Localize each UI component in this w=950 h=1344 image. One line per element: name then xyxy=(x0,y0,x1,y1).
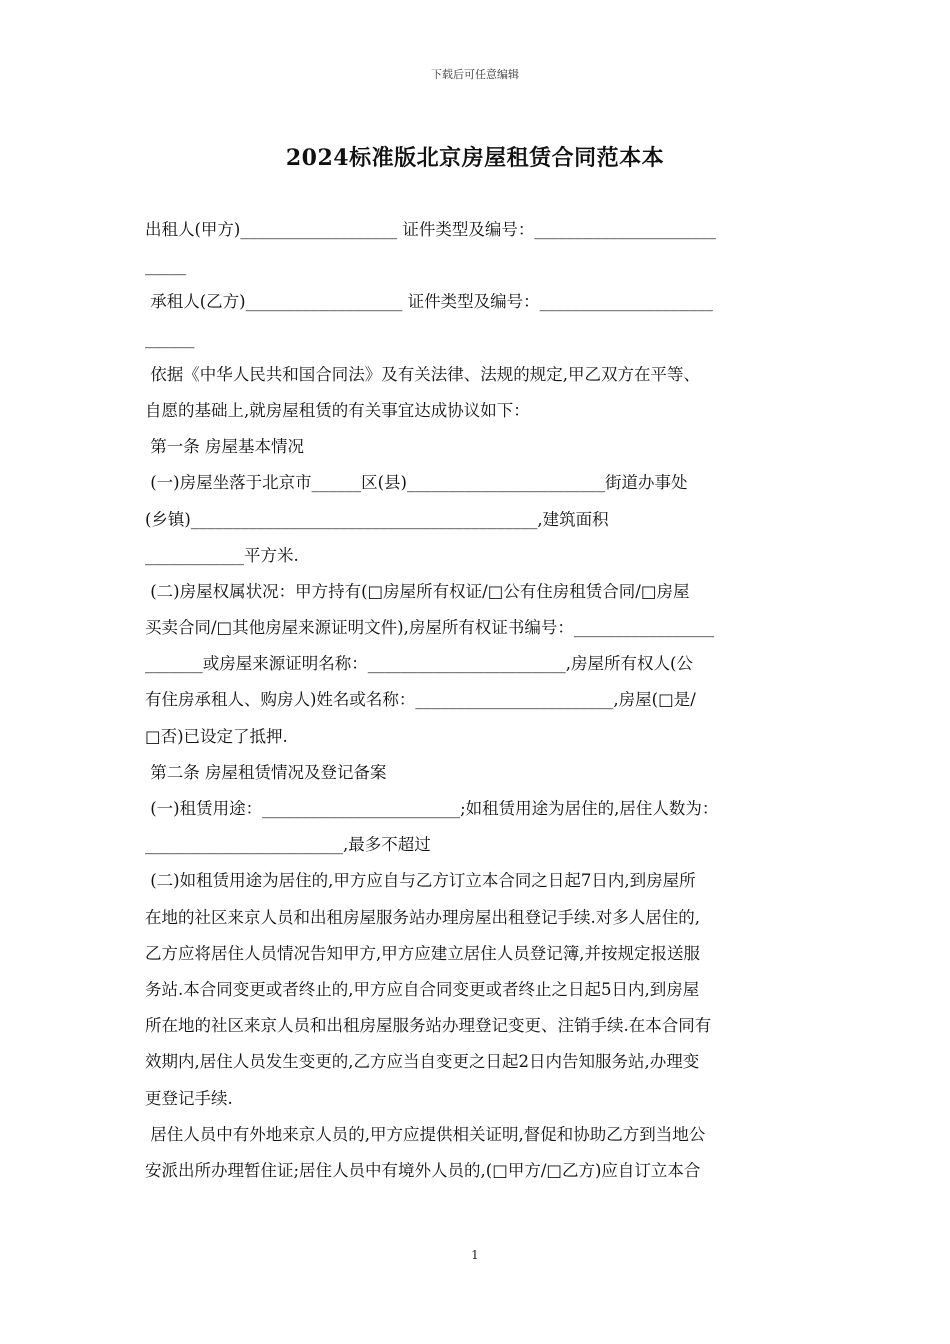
body-line: 买卖合同/□其他房屋来源证明文件),房屋所有权证书编号：_________________ xyxy=(145,618,715,638)
body-line: (二)房屋权属状况：甲方持有(□房屋所有权证/□公有住房租赁合同/□房屋 xyxy=(145,581,690,601)
body-line: ________________________,最多不超过 xyxy=(145,835,431,855)
page-number: 1 xyxy=(471,1248,479,1262)
section-heading: 第二条 房屋租赁情况及登记备案 xyxy=(145,762,387,782)
body-line: (二)如租赁用途为居住的,甲方应自与乙方订立本合同之日起7日内,到房屋所 xyxy=(145,871,696,891)
body-line: 承租人(乙方)___________________ 证件类型及编号：_____________________ xyxy=(145,292,713,312)
body-line: (乡镇)__________________________________________,建筑面积 xyxy=(145,509,609,529)
body-line: 依据《中华人民共和国合同法》及有关法律、法规的规定,甲乙双方在平等、 xyxy=(145,364,700,384)
contract-body xyxy=(145,212,815,1189)
body-line: (一)房屋坐落于北京市______区(县)________________________街道办事处 xyxy=(145,473,688,493)
body-line: 务站.本合同变更或者终止的,甲方应自合同变更或者终止之日起5日内,到房屋 xyxy=(145,979,700,999)
body-line: _____ xyxy=(145,256,187,276)
document-title: 2024标准版北京房屋租赁合同范本本 xyxy=(285,145,665,171)
body-line: _______或房屋来源证明名称：________________________,房屋所有权人(公 xyxy=(145,654,693,674)
body-line: 乙方应将居住人员情况告知甲方,甲方应建立居住人员登记簿,并按规定报送服 xyxy=(145,943,700,963)
body-line: 所在地的社区来京人员和出租房屋服务站办理登记变更、注销手续.在本合同有 xyxy=(145,1016,712,1036)
body-line: 居住人员中有外地来京人员的,甲方应提供相关证明,督促和协助乙方到当地公 xyxy=(145,1124,706,1144)
body-line: 自愿的基础上,就房屋租赁的有关事宜达成协议如下： xyxy=(145,400,530,420)
body-line: 有住房承租人、购房人)姓名或名称：________________________,房屋(□是/ xyxy=(145,690,696,710)
body-line: 在地的社区来京人员和出租房屋服务站办理房屋出租登记手续.对多人居住的, xyxy=(145,907,700,927)
section-heading: 第一条 房屋基本情况 xyxy=(145,437,304,457)
body-line: 效期内,居住人员发生变更的,乙方应当自变更之日起2日内告知服务站,办理变 xyxy=(145,1052,700,1072)
body-line: 出租人(甲方)___________________ 证件类型及编号：______________________ xyxy=(145,220,716,239)
body-line: ______ xyxy=(145,328,195,348)
body-line: 安派出所办理暂住证;居住人员中有境外人员的,(□甲方/□乙方)应自订立本合 xyxy=(145,1160,701,1180)
body-line: □否)已设定了抵押. xyxy=(145,726,288,746)
header-note: 下载后可任意编辑 xyxy=(431,68,519,81)
body-line: 更登记手续. xyxy=(145,1088,233,1108)
body-line: (一)租赁用途：________________________;如租赁用途为居住的,居住人数为： xyxy=(145,799,719,818)
body-line: ____________平方米. xyxy=(145,545,299,565)
